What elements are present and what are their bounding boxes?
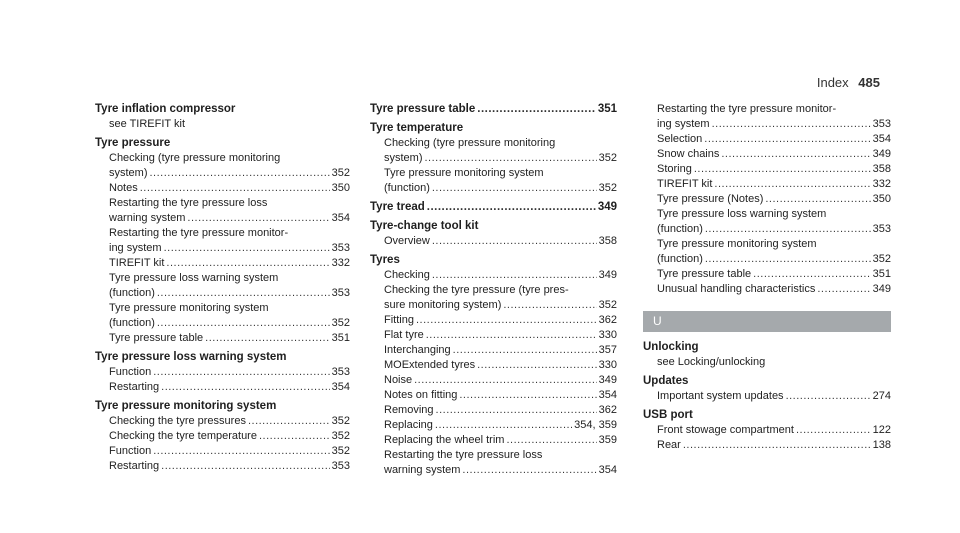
index-subentry[interactable]: Function ..... 352 — [95, 444, 350, 459]
page-ref: 138 — [872, 439, 891, 451]
index-term: Tyre pressure monitoring system — [95, 400, 277, 412]
index-subentry[interactable]: (function) ..... 353 — [643, 222, 891, 237]
page-ref: 362 — [598, 314, 617, 326]
page-ref: 349 — [598, 269, 617, 281]
index-subentry: Restarting the tyre pressure loss — [384, 449, 543, 461]
page-ref: 349 — [598, 374, 617, 386]
page-ref: 354 — [331, 381, 350, 393]
page-ref: 358 — [872, 163, 891, 175]
index-subentry[interactable]: Snow chains ..... 349 — [643, 147, 891, 162]
index-subentry: Restarting the tyre pressure monitor- — [109, 227, 289, 239]
index-subentry: Tyre pressure monitoring system — [384, 167, 544, 179]
index-subentry[interactable]: system) ..... 352 — [95, 166, 350, 181]
cross-reference[interactable]: see Locking/unlocking — [657, 356, 766, 368]
page-ref: 349 — [597, 201, 617, 213]
index-column-2 — [370, 102, 617, 482]
index-entry-continued — [643, 102, 891, 297]
page-ref: 332 — [331, 257, 350, 269]
page-ref: 352 — [598, 182, 617, 194]
index-subentry[interactable]: Checking the tyre temperature ..... 352 — [95, 429, 350, 444]
index-subentry[interactable]: sure monitoring system) ..... 352 — [370, 298, 617, 313]
index-subentry[interactable]: Restarting ..... 354 — [95, 380, 350, 395]
index-subentry[interactable]: (function) ..... 352 — [370, 181, 617, 196]
page-ref: 354, 359 — [574, 419, 617, 431]
page-ref: 362 — [598, 404, 617, 416]
index-subentry[interactable]: warning system ..... 354 — [370, 463, 617, 478]
index-subentry: Tyre pressure loss warning system — [657, 208, 827, 220]
index-entry — [95, 102, 350, 132]
index-term: Tyre temperature — [370, 122, 464, 134]
page-ref: 351 — [872, 268, 891, 280]
index-subentry[interactable]: Selection ..... 354 — [643, 132, 891, 147]
page-ref: 352 — [331, 445, 350, 457]
page-ref: 354 — [872, 133, 891, 145]
index-entry — [95, 136, 350, 346]
index-entry — [370, 253, 617, 478]
index-subentry[interactable]: TIREFIT kit ..... 332 — [95, 256, 350, 271]
index-subentry[interactable]: Restarting ..... 353 — [95, 459, 350, 474]
index-term: Unlocking — [643, 341, 699, 353]
index-subentry: Checking (tyre pressure monitoring — [109, 152, 281, 164]
index-subentry[interactable]: Interchanging ..... 357 — [370, 343, 617, 358]
index-subentry[interactable]: Replacing ..... 354, 359 — [370, 418, 617, 433]
page-ref: 352 — [331, 317, 350, 329]
index-subentry: Restarting the tyre pressure loss — [109, 197, 268, 209]
page-ref: 359 — [598, 434, 617, 446]
index-subentry[interactable]: Function ..... 353 — [95, 365, 350, 380]
page-ref: 354 — [598, 389, 617, 401]
index-subentry[interactable]: Tyre pressure (Notes) ..... 350 — [643, 192, 891, 207]
index-column-3 — [643, 102, 891, 457]
index-subentry[interactable]: Front stowage compartment ..... 122 — [643, 423, 891, 438]
page-ref: 353 — [872, 118, 891, 130]
page-ref: 353 — [331, 460, 350, 472]
page-ref: 350 — [331, 182, 350, 194]
index-term[interactable]: Tyre tread ..... 349 — [370, 200, 617, 215]
page-ref: 350 — [872, 193, 891, 205]
index-subentry[interactable]: MOExtended tyres ..... 330 — [370, 358, 617, 373]
page-ref: 358 — [598, 235, 617, 247]
page-ref: 352 — [331, 167, 350, 179]
page-ref: 354 — [331, 212, 350, 224]
index-subentry[interactable]: Removing ..... 362 — [370, 403, 617, 418]
index-subentry[interactable]: Notes on fitting ..... 354 — [370, 388, 617, 403]
page-number: 485 — [858, 75, 880, 90]
page-ref: 352 — [598, 152, 617, 164]
index-subentry[interactable]: warning system ..... 354 — [95, 211, 350, 226]
page-ref: 353 — [872, 223, 891, 235]
page-ref: 352 — [872, 253, 891, 265]
page-ref: 352 — [331, 415, 350, 427]
page-ref: 351 — [597, 103, 617, 115]
page-ref: 353 — [331, 366, 350, 378]
index-term: Updates — [643, 375, 689, 387]
page-ref: 352 — [331, 430, 350, 442]
index-subentry[interactable]: (function) ..... 352 — [95, 316, 350, 331]
index-subentry[interactable]: ing system ..... 353 — [643, 117, 891, 132]
index-subentry: Checking (tyre pressure monitoring — [384, 137, 556, 149]
page-ref: 274 — [872, 390, 891, 402]
index-term: Tyre inflation compressor — [95, 103, 236, 115]
page-ref: 354 — [598, 464, 617, 476]
page-ref: 332 — [872, 178, 891, 190]
index-subentry: Restarting the tyre pressure monitor- — [657, 103, 837, 115]
index-term: Tyre pressure loss warning system — [95, 351, 287, 363]
index-subentry[interactable]: Storing ..... 358 — [643, 162, 891, 177]
index-subentry[interactable]: Tyre pressure table ..... 351 — [643, 267, 891, 282]
index-subentry: Tyre pressure loss warning system — [109, 272, 279, 284]
cross-reference[interactable]: see TIREFIT kit — [109, 118, 186, 130]
index-term: USB port — [643, 409, 693, 421]
index-entry — [643, 374, 891, 404]
index-subentry: Checking the tyre pressure (tyre pres- — [384, 284, 569, 296]
index-entry — [370, 200, 617, 215]
index-subentry: Tyre pressure monitoring system — [657, 238, 817, 250]
index-subentry[interactable]: Rear ..... 138 — [643, 438, 891, 453]
index-subentry[interactable]: ing system ..... 353 — [95, 241, 350, 256]
index-subentry[interactable]: Overview ..... 358 — [370, 234, 617, 249]
index-subentry[interactable]: Unusual handling characteristics ..... 349 — [643, 282, 891, 297]
page-ref: 330 — [598, 329, 617, 341]
index-label: Index — [816, 75, 849, 90]
page-ref: 330 — [598, 359, 617, 371]
index-term: Tyres — [370, 254, 400, 266]
page-ref: 349 — [872, 283, 891, 295]
index-column-1 — [95, 102, 350, 478]
index-subentry[interactable]: TIREFIT kit ..... 332 — [643, 177, 891, 192]
index-subentry[interactable]: Checking ..... 349 — [370, 268, 617, 283]
page-ref: 352 — [598, 299, 617, 311]
letter-section-header: U — [643, 311, 891, 332]
index-entry — [370, 102, 617, 117]
page-header — [817, 75, 880, 90]
index-entry — [643, 340, 891, 370]
index-subentry[interactable]: system) ..... 352 — [370, 151, 617, 166]
index-entry — [643, 408, 891, 453]
index-entry — [95, 399, 350, 474]
index-entry — [95, 350, 350, 395]
index-subentry[interactable]: Replacing the wheel trim ..... 359 — [370, 433, 617, 448]
index-term[interactable]: Tyre pressure table ..... 351 — [370, 102, 617, 117]
index-subentry[interactable]: Important system updates ..... 274 — [643, 389, 891, 404]
page-ref: 349 — [872, 148, 891, 160]
index-term: Tyre pressure — [95, 137, 171, 149]
page-ref: 122 — [872, 424, 891, 436]
index-entry — [370, 121, 617, 196]
index-subentry[interactable]: Notes ..... 350 — [95, 181, 350, 196]
index-subentry[interactable]: (function) ..... 353 — [95, 286, 350, 301]
index-term: Tyre-change tool kit — [370, 220, 479, 232]
index-subentry[interactable]: Flat tyre ..... 330 — [370, 328, 617, 343]
index-subentry[interactable]: Fitting ..... 362 — [370, 313, 617, 328]
index-subentry[interactable]: Tyre pressure table ..... 351 — [95, 331, 350, 346]
index-subentry[interactable]: Noise ..... 349 — [370, 373, 617, 388]
index-subentry[interactable]: (function) ..... 352 — [643, 252, 891, 267]
index-subentry[interactable]: Checking the tyre pressures ..... 352 — [95, 414, 350, 429]
page-ref: 351 — [331, 332, 350, 344]
index-entry — [370, 219, 617, 249]
page-ref: 357 — [598, 344, 617, 356]
page-ref: 353 — [331, 242, 350, 254]
page-ref: 353 — [331, 287, 350, 299]
index-subentry: Tyre pressure monitoring system — [109, 302, 269, 314]
